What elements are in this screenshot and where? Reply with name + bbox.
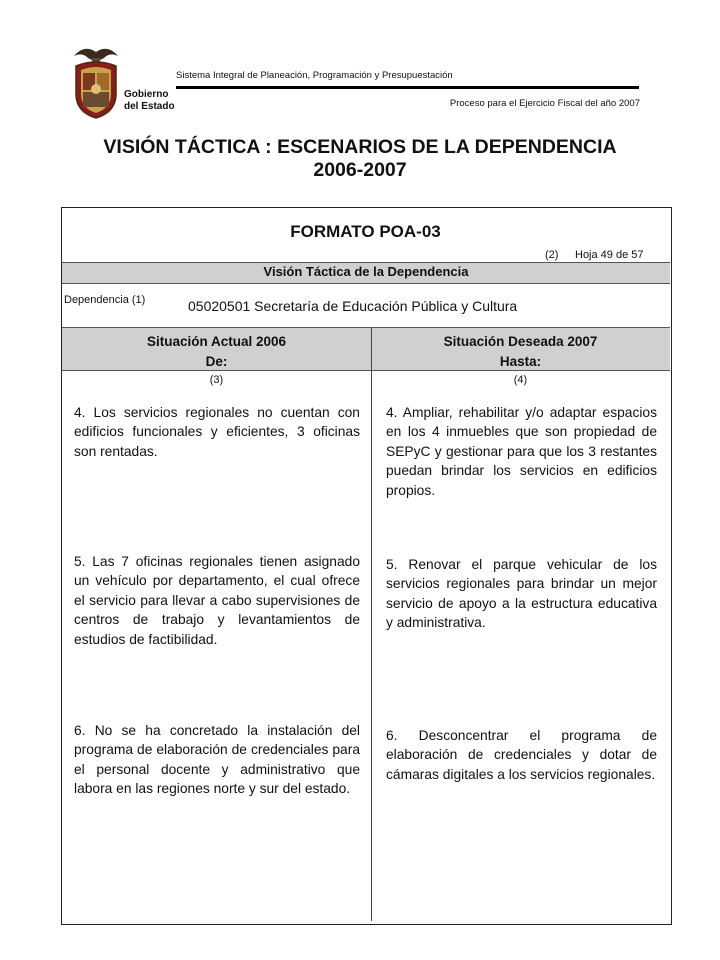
ref-number-3: (3) xyxy=(209,374,224,386)
page-title xyxy=(40,136,680,182)
column-header-desired xyxy=(371,332,670,372)
column-header-current xyxy=(62,332,371,372)
gov-line2: del Estado xyxy=(124,101,175,112)
current-sub: De: xyxy=(205,354,228,369)
current-situation-item: 5. Las 7 oficinas regionales tienen asignado un vehículo por departamento, el cual ofrece el servicio para llevar a cabo supervisiones de centros de trabajo y levantamientos de estudios de factibilidad. xyxy=(74,554,360,647)
form-name: FORMATO POA-03 xyxy=(290,222,441,241)
fiscal-process-label: Proceso para el Ejercicio Fiscal del año 2007 xyxy=(449,98,640,109)
ref-number-4: (4) xyxy=(513,374,528,386)
state-coat-of-arms-logo xyxy=(70,42,122,120)
section-title: Visión Táctica de la Dependencia xyxy=(263,264,469,279)
ref-number-2: (2) xyxy=(545,249,559,261)
government-label xyxy=(124,89,175,113)
dependency-value: 05020501 Secretaría de Educación Pública y Cultura xyxy=(188,298,518,314)
current-situation-item: 6. No se ha concretado la instalación del programa de elaboración de credenciales para el personal docente y administrativo que labora en las regiones norte y sur del estado. xyxy=(74,723,360,797)
title-line2: 2006-2007 xyxy=(313,159,407,181)
gov-line1: Gobierno xyxy=(124,89,169,100)
desired-situation-item: 6. Desconcentrar el programa de elaboración de credenciales y dotar de cámaras digitales a los servicios regionales. xyxy=(386,728,657,782)
desired-situation-item: 4. Ampliar, rehabilitar y/o adaptar espacios en los 4 inmuebles que son propiedad de SEPyC y gestionar para que los 3 restantes puedan brindar los servicios en edificios propios. xyxy=(386,405,657,498)
dependency-label: Dependencia (1) xyxy=(64,294,146,306)
desired-sub: Hasta: xyxy=(499,354,542,369)
current-situation-item: 4. Los servicios regionales no cuentan con edificios funcionales y eficientes, 3 oficinas son rentadas. xyxy=(74,405,360,459)
header-rule xyxy=(176,86,639,89)
desired-situation-item: 5. Renovar el parque vehicular de los servicios regionales para brindar un mejor servicio de apoyo a la estructura educativa y administrativa. xyxy=(386,557,657,631)
current-title: Situación Actual 2006 xyxy=(146,334,287,349)
desired-title: Situación Deseada 2007 xyxy=(443,334,598,349)
system-name: Sistema Integral de Planeación, Programación y Presupuestación xyxy=(176,70,453,81)
column-divider xyxy=(371,328,372,921)
title-line1: VISIÓN TÁCTICA : ESCENARIOS DE LA DEPENDENCIA xyxy=(103,136,617,158)
sheet-counter: Hoja 49 de 57 xyxy=(575,249,644,261)
